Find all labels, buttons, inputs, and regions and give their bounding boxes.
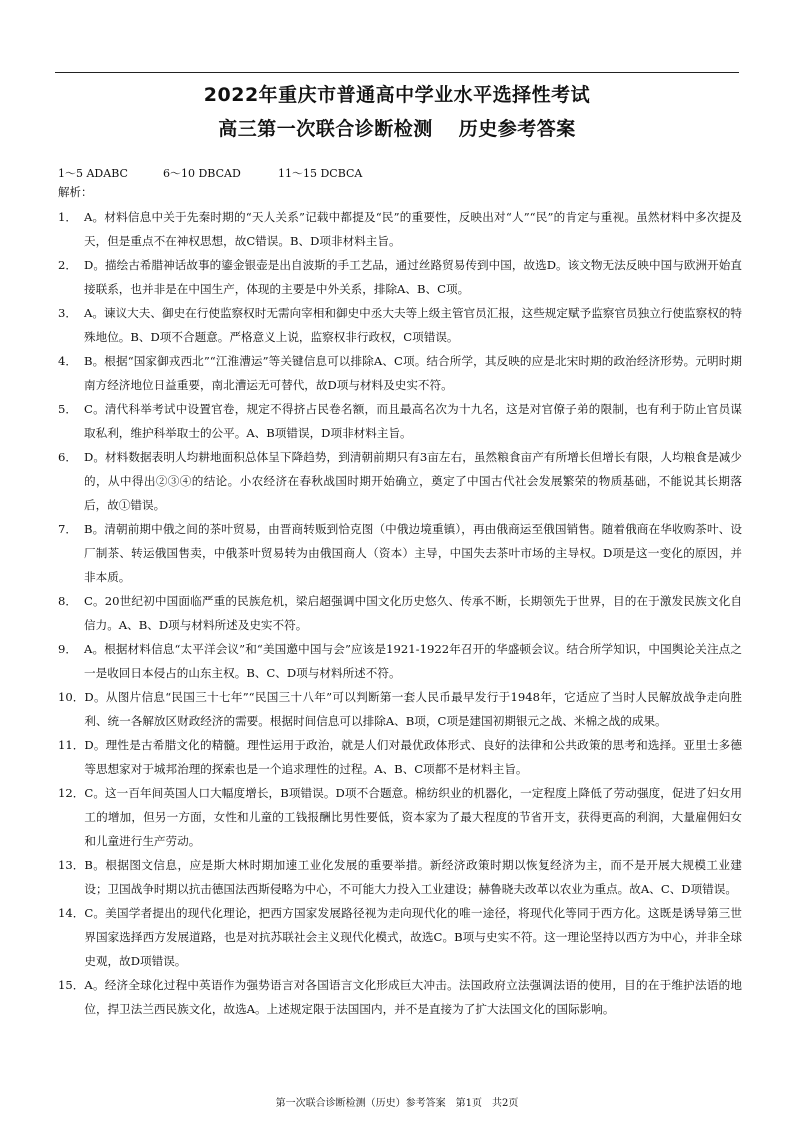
top-rule bbox=[55, 72, 739, 73]
answer-explanation: D。理性是古希腊文化的精髓。理性运用于政治，就是人们对最优政体形式、良好的法律和公共政策的思考和选择。亚里士多德等思想家对于城邦治理的探索也是一个追求理性的过程。A、B、C项都不是材料主旨。 bbox=[84, 738, 742, 776]
answer-explanation: B。清朝前期中俄之间的茶叶贸易，由晋商转贩到恰克图（中俄边境重镇），再由俄商运至俄国销售。随着俄商在华收购茶叶、设厂制茶、转运俄国售卖，中俄茶叶贸易转为由俄国商人（资本）主导，中国失去茶叶市场的主导权。D项是这一变化的原因，并非本质。 bbox=[84, 522, 742, 584]
answer-item-10 bbox=[58, 685, 742, 733]
answer-key bbox=[58, 165, 362, 181]
document-title-subject: 历史参考答案 bbox=[458, 118, 576, 140]
answer-key-group-3: 11～15 DCBCA bbox=[278, 167, 363, 180]
answer-number: 9． bbox=[58, 642, 77, 656]
page-footer: 第一次联合诊断检测（历史）参考答案 第1页 共2页 bbox=[275, 1098, 519, 1109]
answer-explanation: B。根据“国家御戎西北”“江淮漕运”等关键信息可以排除A、C项。结合所学，其反映的应是北宋时期的政治经济形势。元明时期南方经济地位日益重要，南北漕运无可替代，故D项与材料及史实不符。 bbox=[84, 354, 742, 392]
answer-explanation: C。20世纪初中国面临严重的民族危机，梁启超强调中国文化历史悠久、传承不断，长期领先于世界，目的在于激发民族文化自信力。A、B、D项与材料所述及史实不符。 bbox=[84, 594, 742, 632]
answer-list bbox=[58, 205, 742, 1021]
answer-explanation: C。清代科举考试中设置官卷，规定不得挤占民卷名额，而且最高名次为十九名，这是对官僚子弟的限制，也有利于防止官员谋取私利，维护科举取士的公平。A、B项错误，D项非材料主旨。 bbox=[84, 402, 742, 440]
answer-number: 7． bbox=[58, 522, 77, 536]
answer-item-11 bbox=[58, 733, 742, 781]
answer-number: 2． bbox=[58, 258, 77, 272]
answer-explanation: A。谏议大夫、御史在行使监察权时无需向宰相和御史中丞大夫等上级主管官员汇报，这些规定赋予监察官员独立行使监察权的特殊地位。B、D项不合题意。严格意义上说，监察权非行政权，C项错误。 bbox=[84, 306, 742, 344]
answer-explanation: D。从图片信息“民国三十七年”“民国三十八年”可以判断第一套人民币最早发行于1948年，它适应了当时人民解放战争走向胜利、统一各解放区财政经济的需要。根据时间信息可以排除A、B项，C项是建国初期银元之战、米棉之战的成果。 bbox=[84, 690, 742, 728]
answer-number: 15． bbox=[58, 978, 85, 992]
answer-item-14 bbox=[58, 901, 742, 973]
answer-item-1 bbox=[58, 205, 742, 253]
answer-item-13 bbox=[58, 853, 742, 901]
answer-number: 12． bbox=[58, 786, 85, 800]
answer-explanation: C。这一百年间英国人口大幅度增长，B项错误。D项不合题意。棉纺织业的机器化，一定程度上降低了劳动强度，促进了妇女用工的增加，但另一方面，女性和儿童的工钱报酬比男性要低，资本家为了最大程度的节省开支，获得更高的利润，大量雇佣妇女和儿童进行生产劳动。 bbox=[84, 786, 742, 848]
answer-item-4 bbox=[58, 349, 742, 397]
analysis-label: 解析： bbox=[58, 185, 93, 199]
answer-number: 4． bbox=[58, 354, 77, 368]
answer-explanation: A。经济全球化过程中英语作为强势语言对各国语言文化形成巨大冲击。法国政府立法强调法语的使用，目的在于维护法语的地位，捍卫法兰西民族文化，故选A。上述规定限于法国国内，并不是直接为了扩大法国文化的国际影响。 bbox=[84, 978, 742, 1016]
answer-number: 8． bbox=[58, 594, 77, 608]
answer-number: 3． bbox=[58, 306, 77, 320]
answer-number: 6． bbox=[58, 450, 77, 464]
answer-item-5 bbox=[58, 397, 742, 445]
document-title bbox=[0, 114, 794, 141]
answer-item-12 bbox=[58, 781, 742, 853]
answer-item-3 bbox=[58, 301, 742, 349]
answer-key-group-2: 6～10 DBCAD bbox=[163, 167, 241, 180]
answer-number: 1． bbox=[58, 210, 77, 224]
answer-item-6 bbox=[58, 445, 742, 517]
answer-item-8 bbox=[58, 589, 742, 637]
answer-explanation: B。根据图文信息，应是斯大林时期加速工业化发展的重要举措。新经济政策时期以恢复经济为主，而不是开展大规模工业建设；卫国战争时期以抗击德国法西斯侵略为中心，不可能大力投入工业建设；赫鲁晓夫改革以农业为重点。故A、C、D项错误。 bbox=[84, 858, 742, 896]
answer-explanation: C。美国学者提出的现代化理论，把西方国家发展路径视为走向现代化的唯一途径，将现代化等同于西方化。这既是诱导第三世界国家选择西方发展道路，也是对抗苏联社会主义现代化模式，故选C。B项与史实不符。这一理论坚持以西方为中心，并非全球史观，故D项错误。 bbox=[84, 906, 742, 968]
answer-explanation: A。根据材料信息“太平洋会议”和“美国邀中国与会”应该是1921-1922年召开的华盛顿会议。结合所学知识，中国舆论关注点之一是收回日本侵占的山东主权。B、C、D项与材料所述不符。 bbox=[84, 642, 742, 680]
answer-item-2 bbox=[58, 253, 742, 301]
answer-explanation: A。材料信息中关于先秦时期的“天人关系”记载中都提及“民”的重要性，反映出对“人”“民”的肯定与重视。虽然材料中多次提及天，但是重点不在神权思想，故C错误。B、D项非材料主旨。 bbox=[84, 210, 742, 248]
answer-item-15 bbox=[58, 973, 742, 1021]
answer-number: 11． bbox=[58, 738, 85, 752]
answer-number: 13． bbox=[58, 858, 85, 872]
answer-key-group-1: 1～5 ADABC bbox=[58, 167, 128, 180]
answer-explanation: D。材料数据表明人均耕地面积总体呈下降趋势，到清朝前期只有3亩左右，虽然粮食亩产有所增长但增长有限，人均粮食是减少的，从中得出②③④的结论。小农经济在春秋战国时期开始确立，奠定了中国古代社会发展繁荣的物质基础，不能说其长期落后，故①错误。 bbox=[84, 450, 742, 512]
exam-title: 2022年重庆市普通高中学业水平选择性考试 bbox=[203, 84, 591, 106]
answer-explanation: D。描绘古希腊神话故事的鎏金银壶是出自波斯的手工艺品，通过丝路贸易传到中国，故选D。该文物无法反映中国与欧洲开始直接联系，也并非是在中国生产，体现的主要是中外关系，排除A、B、C项。 bbox=[84, 258, 742, 296]
document-title-main: 高三第一次联合诊断检测 bbox=[218, 118, 433, 140]
answer-number: 5． bbox=[58, 402, 77, 416]
answer-item-7 bbox=[58, 517, 742, 589]
answer-item-9 bbox=[58, 637, 742, 685]
answer-number: 10． bbox=[58, 690, 85, 704]
answer-number: 14． bbox=[58, 906, 85, 920]
